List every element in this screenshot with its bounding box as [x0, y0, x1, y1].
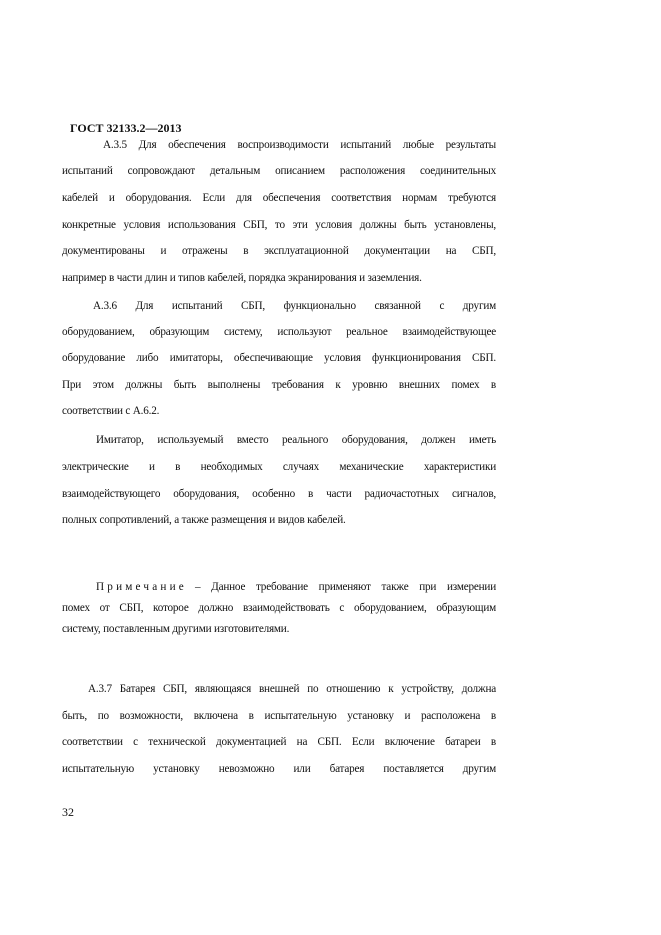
paragraph-a35-line: испытаний сопровождают детальным описанием расположения соединительных [62, 165, 496, 177]
paragraph-imitator-line: полных сопротивлений, а также размещения и видов кабелей. [62, 514, 346, 526]
note-line: систему, поставленным другими изготовителями. [62, 623, 290, 635]
paragraph-a36-line: оборудованием, образующим систему, используют реальное взаимодействующее [62, 326, 496, 338]
paragraph-a35-line: кабелей и оборудования. Если для обеспечения соответствия нормам требуются [62, 192, 496, 204]
note-label: Примечание [96, 581, 187, 593]
paragraph-a37-line: соответствии с технической документацией на СБП. Если включение батареи в [62, 736, 496, 748]
paragraph-a35-line: например в части длин и типов кабелей, порядка экранирования и заземления. [62, 272, 422, 284]
paragraph-a36-line: соответствии с А.6.2. [62, 405, 160, 417]
paragraph-imitator-line: электрические и в необходимых случаях механические характеристики [62, 461, 496, 473]
paragraph-a36-line: При этом должны быть выполнены требования к уровню внешних помех в [62, 379, 496, 391]
paragraph-a37-line: А.3.7 Батарея СБП, являющаяся внешней по отношению к устройству, должна [88, 683, 496, 695]
paragraph-a35-line: документированы и отражены в эксплуатационной документации на СБП, [62, 245, 496, 257]
document-header: ГОСТ 32133.2—2013 [70, 121, 182, 135]
paragraph-imitator-line: взаимодействующего оборудования, особенно в части радиочастотных сигналов, [62, 488, 496, 500]
note-line: – Данное требование применяют также при измерении [194, 581, 496, 593]
paragraph-imitator-line: Имитатор, используемый вместо реального оборудования, должен иметь [96, 434, 496, 446]
paragraph-a35-line: А.3.5 Для обеспечения воспроизводимости испытаний любые результаты [103, 139, 496, 151]
paragraph-a36-line: оборудование либо имитаторы, обеспечивающие условия функционирования СБП. [62, 352, 496, 364]
paragraph-a37-line: быть, по возможности, включена в испытательную установку и расположена в [62, 710, 496, 722]
paragraph-a37-line: испытательную установку невозможно или батарея поставляется другим [62, 763, 496, 775]
paragraph-a36-line: А.3.6 Для испытаний СБП, функционально связанной с другим [93, 300, 496, 312]
paragraph-a35-line: конкретные условия использования СБП, то эти условия должны быть установлены, [62, 219, 496, 231]
note-line: помех от СБП, которое должно взаимодействовать с оборудованием, образующим [62, 602, 496, 614]
page-number: 32 [62, 805, 74, 819]
